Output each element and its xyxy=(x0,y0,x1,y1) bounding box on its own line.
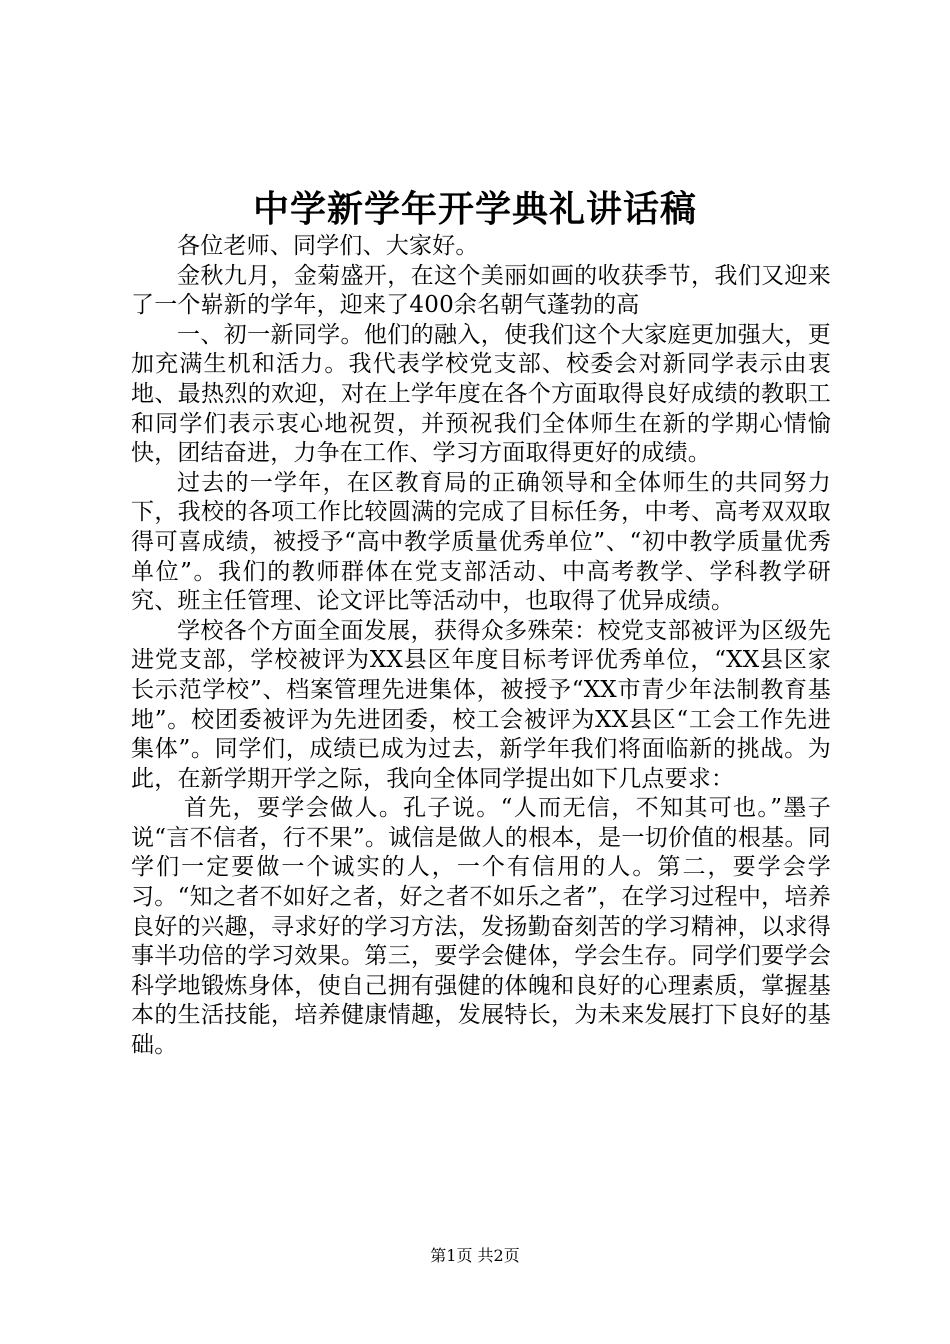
page-number-footer: 第1页 共2页 xyxy=(430,1246,520,1265)
body-paragraph: 学校各个方面全面发展，获得众多殊荣：校党支部被评为区级先进党支部，学校被评为XX县区年度目标考评优秀单位，“XX县区家长示范学校”、档案管理先进集体，被授予“XX市青少年法制教育基地”。校团委被评为先进团委，校工会被评为XX县区“工会工作先进集体”。同学们，成绩已成为过去，新学年我们将面临新的挑战。为此，在新学期开学之际，我向全体同学提出如下几点要求： xyxy=(131,617,831,792)
body-paragraph: 一、初一新同学。他们的融入，使我们这个大家庭更加强大，更加充满生机和活力。我代表学校党支部、校委会对新同学表示由衷地、最热烈的欢迎，对在上学年度在各个方面取得良好成绩的教职工和同学们表示衷心地祝贺，并预祝我们全体师生在新的学期心情愉快，团结奋进，力争在工作、学习方面取得更好的成绩。 xyxy=(131,321,831,467)
body-paragraph: 过去的一学年，在区教育局的正确领导和全体师生的共同努力下，我校的各项工作比较圆满的完成了目标任务，中考、高考双双取得可喜成绩，被授予“高中教学质量优秀单位”、“初中教学质量优秀单位”。我们的教师群体在党支部活动、中高考教学、学科教学研究、班主任管理、论文评比等活动中，也取得了优异成绩。 xyxy=(131,469,831,615)
document-body xyxy=(131,232,831,1061)
document-title: 中学新学年开学典礼讲话稿 xyxy=(252,188,697,230)
greeting-paragraph: 各位老师、同学们、大家好。 xyxy=(177,233,479,259)
body-paragraph: 首先，要学会做人。孔子说。“人而无信，不知其可也。”墨子说“言不信者，行不果”。诚信是做人的根本，是一切价值的根基。同学们一定要做一个诚实的人，一个有信用的人。第二，要学会学习。“知之者不如好之者，好之者不如乐之者”，在学习过程中，培养良好的兴趣，寻求好的学习方法，发扬勤奋刻苦的学习精神，以求得事半功倍的学习效果。第三，要学会健体，学会生存。同学们要学会科学地锻炼身体，使自己拥有强健的体魄和良好的心理素质，掌握基本的生活技能，培养健康情趣，发展特长，为未来发展打下良好的基础。 xyxy=(131,795,831,1059)
body-paragraph: 金秋九月，金菊盛开，在这个美丽如画的收获季节，我们又迎来了一个崭新的学年，迎来了400余名朝气蓬勃的高 xyxy=(131,262,831,319)
